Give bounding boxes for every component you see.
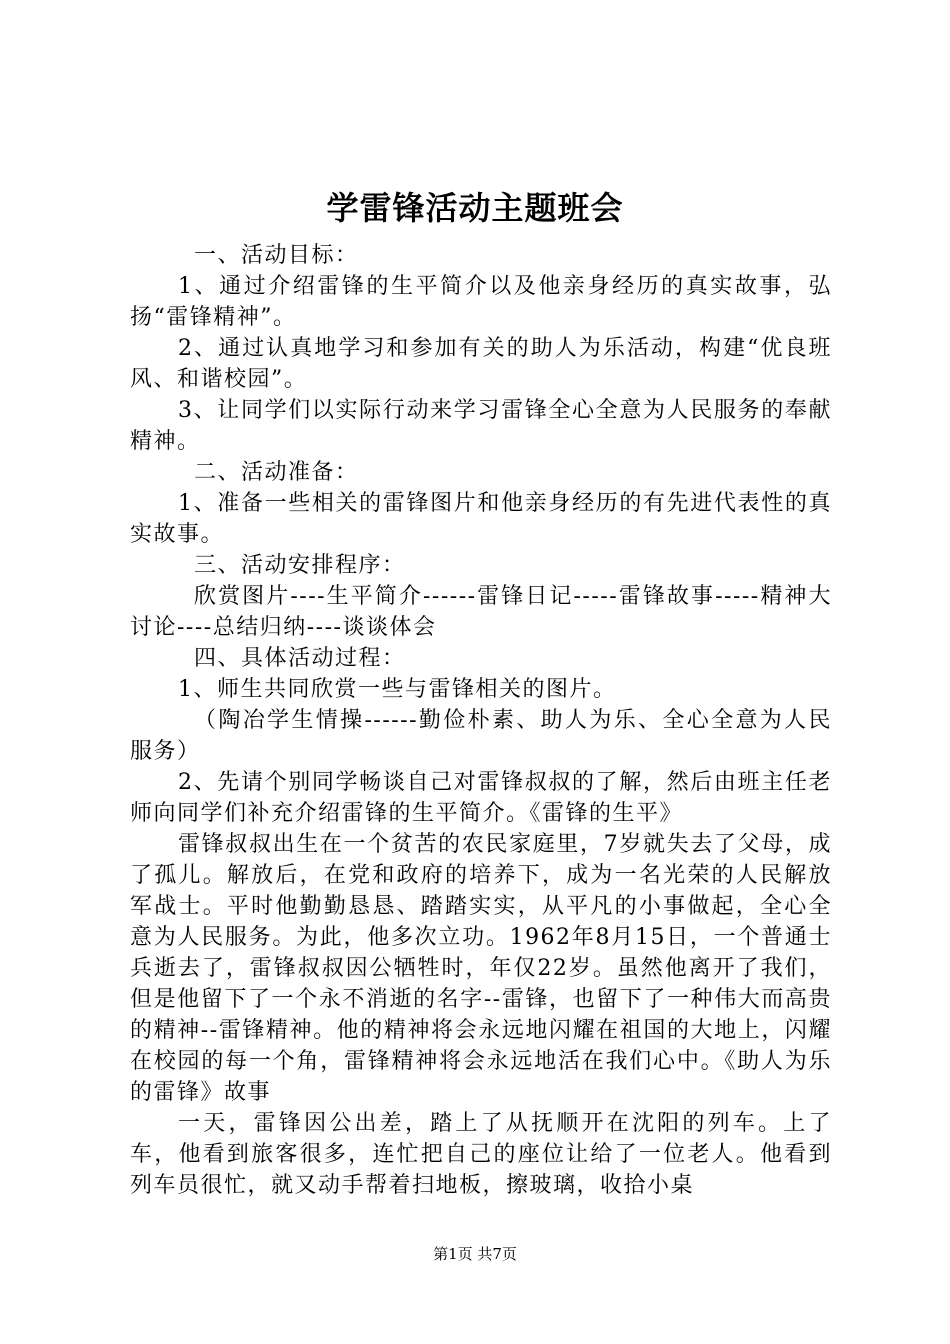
document-title: 学雷锋活动主题班会 — [326, 189, 624, 227]
leifeng-biography: 雷锋叔叔出生在一个贫苦的农民家庭里，7岁就失去了父母，成了孤儿。解放后，在党和政府的培养下，成为一名光荣的人民解放军战士。平时他勤勤恳恳、踏踏实实，从平凡的小事做起，全心全意为人民服务。为此，他多次立功。1962年8月15日，一个普通士兵逝去了，雷锋叔叔因公牺牲时，年仅22岁。虽然他离开了我们，但是他留下了一个永不消逝的名字--雷锋，也留下了一种伟大而高贵的精神--雷锋精神。他的精神将会永远地闪耀在祖国的大地上，闪耀在校园的每一个角，雷锋精神将会永远地活在我们心中。《助人为乐的雷锋》故事 — [130, 832, 832, 1105]
process-item-2: 2、先请个别同学畅谈自己对雷锋叔叔的了解，然后由班主任老师向同学们补充介绍雷锋的生平简介。《雷锋的生平》 — [130, 770, 832, 826]
preparation-item-1: 1、准备一些相关的雷锋图片和他亲身经历的有先进代表性的真实故事。 — [130, 491, 832, 547]
section-heading-preparation: 二、活动准备： — [194, 460, 359, 485]
schedule-sequence: 欣赏图片----生平简介------雷锋日记-----雷锋故事-----精神大讨论----总结归纳----谈谈体会 — [130, 584, 832, 640]
section-heading-goals: 一、活动目标： — [194, 243, 359, 268]
goal-item-3: 3、让同学们以实际行动来学习雷锋全心全意为人民服务的奉献精神。 — [130, 398, 832, 454]
goal-item-1: 1、通过介绍雷锋的生平简介以及他亲身经历的真实故事，弘扬“雷锋精神”。 — [130, 274, 832, 330]
document-body — [130, 240, 832, 1201]
goal-item-2: 2、通过认真地学习和参加有关的助人为乐活动，构建“优良班风、和谐校园”。 — [130, 336, 832, 392]
page-footer: 第1页 共7页 — [433, 1245, 517, 1263]
process-item-1-note: （陶冶学生情操------勤俭朴素、助人为乐、全心全意为人民服务） — [130, 708, 832, 764]
leifeng-story: 一天，雷锋因公出差，踏上了从抚顺开在沈阳的列车。上了车，他看到旅客很多，连忙把自己的座位让给了一位老人。他看到列车员很忙，就又动手帮着扫地板，擦玻璃，收拾小桌 — [130, 1111, 832, 1198]
section-heading-schedule: 三、活动安排程序： — [194, 553, 406, 578]
section-heading-process: 四、具体活动过程： — [194, 646, 406, 671]
process-item-1: 1、师生共同欣赏一些与雷锋相关的图片。 — [178, 677, 617, 702]
